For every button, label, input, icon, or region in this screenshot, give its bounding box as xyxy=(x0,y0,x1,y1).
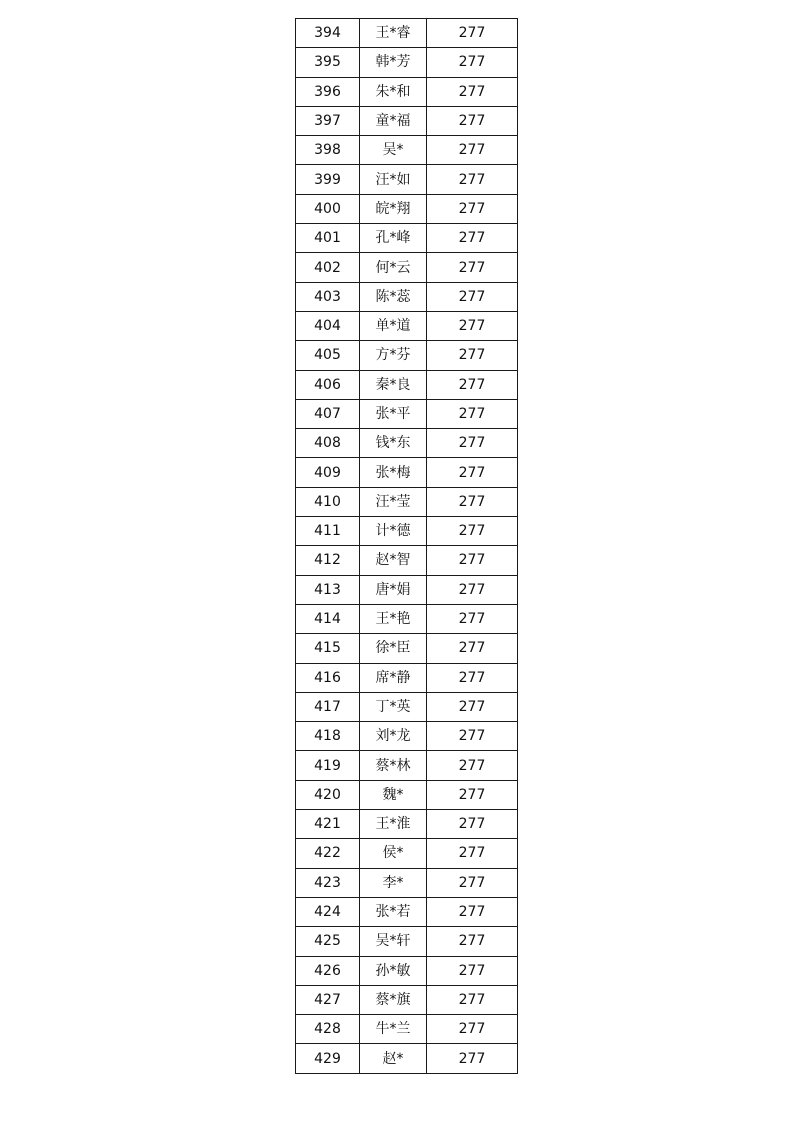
score-cell: 277 xyxy=(427,663,518,692)
score-cell: 277 xyxy=(427,546,518,575)
table-row xyxy=(296,487,518,516)
table-row xyxy=(296,517,518,546)
table-row xyxy=(296,546,518,575)
table-row xyxy=(296,282,518,311)
score-cell: 277 xyxy=(427,77,518,106)
row-number-cell: 410 xyxy=(296,487,360,516)
name-cell: 计*德 xyxy=(360,517,427,546)
score-table xyxy=(295,18,518,1074)
name-cell: 童*福 xyxy=(360,106,427,135)
row-number-cell: 418 xyxy=(296,722,360,751)
score-cell: 277 xyxy=(427,370,518,399)
table-row xyxy=(296,341,518,370)
score-cell: 277 xyxy=(427,224,518,253)
name-cell: 蔡*旗 xyxy=(360,985,427,1014)
table-row xyxy=(296,1044,518,1073)
score-table-body xyxy=(296,19,518,1074)
table-row xyxy=(296,692,518,721)
table-row xyxy=(296,253,518,282)
name-cell: 吴* xyxy=(360,136,427,165)
row-number-cell: 412 xyxy=(296,546,360,575)
row-number-cell: 426 xyxy=(296,956,360,985)
row-number-cell: 403 xyxy=(296,282,360,311)
table-row xyxy=(296,663,518,692)
name-cell: 朱*和 xyxy=(360,77,427,106)
score-cell: 277 xyxy=(427,399,518,428)
row-number-cell: 423 xyxy=(296,868,360,897)
name-cell: 方*芬 xyxy=(360,341,427,370)
row-number-cell: 427 xyxy=(296,985,360,1014)
score-cell: 277 xyxy=(427,1015,518,1044)
name-cell: 单*道 xyxy=(360,311,427,340)
score-cell: 277 xyxy=(427,253,518,282)
row-number-cell: 407 xyxy=(296,399,360,428)
score-cell: 277 xyxy=(427,487,518,516)
row-number-cell: 400 xyxy=(296,194,360,223)
table-row xyxy=(296,1015,518,1044)
name-cell: 陈*蕊 xyxy=(360,282,427,311)
score-cell: 277 xyxy=(427,634,518,663)
row-number-cell: 417 xyxy=(296,692,360,721)
name-cell: 侯* xyxy=(360,839,427,868)
table-row xyxy=(296,311,518,340)
score-cell: 277 xyxy=(427,165,518,194)
row-number-cell: 397 xyxy=(296,106,360,135)
score-cell: 277 xyxy=(427,604,518,633)
table-row xyxy=(296,575,518,604)
table-row xyxy=(296,956,518,985)
table-row xyxy=(296,224,518,253)
row-number-cell: 428 xyxy=(296,1015,360,1044)
table-row xyxy=(296,839,518,868)
row-number-cell: 399 xyxy=(296,165,360,194)
score-cell: 277 xyxy=(427,839,518,868)
score-cell: 277 xyxy=(427,106,518,135)
name-cell: 张*梅 xyxy=(360,458,427,487)
table-row xyxy=(296,751,518,780)
table-row xyxy=(296,19,518,48)
name-cell: 蔡*林 xyxy=(360,751,427,780)
row-number-cell: 408 xyxy=(296,429,360,458)
name-cell: 赵*智 xyxy=(360,546,427,575)
table-row xyxy=(296,399,518,428)
row-number-cell: 413 xyxy=(296,575,360,604)
row-number-cell: 414 xyxy=(296,604,360,633)
score-cell: 277 xyxy=(427,48,518,77)
row-number-cell: 419 xyxy=(296,751,360,780)
score-cell: 277 xyxy=(427,311,518,340)
score-cell: 277 xyxy=(427,780,518,809)
name-cell: 皖*翔 xyxy=(360,194,427,223)
name-cell: 刘*龙 xyxy=(360,722,427,751)
name-cell: 张*平 xyxy=(360,399,427,428)
row-number-cell: 396 xyxy=(296,77,360,106)
score-cell: 277 xyxy=(427,136,518,165)
name-cell: 魏* xyxy=(360,780,427,809)
row-number-cell: 425 xyxy=(296,927,360,956)
name-cell: 牛*兰 xyxy=(360,1015,427,1044)
score-cell: 277 xyxy=(427,722,518,751)
row-number-cell: 422 xyxy=(296,839,360,868)
score-cell: 277 xyxy=(427,458,518,487)
score-cell: 277 xyxy=(427,517,518,546)
name-cell: 孔*峰 xyxy=(360,224,427,253)
name-cell: 汪*莹 xyxy=(360,487,427,516)
score-cell: 277 xyxy=(427,985,518,1014)
table-row xyxy=(296,77,518,106)
table-row xyxy=(296,927,518,956)
table-row xyxy=(296,136,518,165)
score-cell: 277 xyxy=(427,927,518,956)
table-row xyxy=(296,985,518,1014)
name-cell: 孙*敏 xyxy=(360,956,427,985)
name-cell: 王*艳 xyxy=(360,604,427,633)
score-cell: 277 xyxy=(427,194,518,223)
name-cell: 李* xyxy=(360,868,427,897)
row-number-cell: 421 xyxy=(296,810,360,839)
row-number-cell: 429 xyxy=(296,1044,360,1073)
name-cell: 王*淮 xyxy=(360,810,427,839)
table-row xyxy=(296,370,518,399)
name-cell: 吴*轩 xyxy=(360,927,427,956)
table-row xyxy=(296,722,518,751)
name-cell: 钱*东 xyxy=(360,429,427,458)
row-number-cell: 420 xyxy=(296,780,360,809)
row-number-cell: 416 xyxy=(296,663,360,692)
row-number-cell: 411 xyxy=(296,517,360,546)
table-row xyxy=(296,604,518,633)
score-cell: 277 xyxy=(427,341,518,370)
row-number-cell: 401 xyxy=(296,224,360,253)
score-cell: 277 xyxy=(427,19,518,48)
table-row xyxy=(296,868,518,897)
name-cell: 韩*芳 xyxy=(360,48,427,77)
table-row xyxy=(296,48,518,77)
score-cell: 277 xyxy=(427,810,518,839)
name-cell: 秦*良 xyxy=(360,370,427,399)
score-cell: 277 xyxy=(427,956,518,985)
score-cell: 277 xyxy=(427,868,518,897)
score-cell: 277 xyxy=(427,575,518,604)
name-cell: 唐*娟 xyxy=(360,575,427,604)
score-cell: 277 xyxy=(427,429,518,458)
table-row xyxy=(296,165,518,194)
row-number-cell: 406 xyxy=(296,370,360,399)
table-row xyxy=(296,194,518,223)
row-number-cell: 398 xyxy=(296,136,360,165)
score-cell: 277 xyxy=(427,751,518,780)
row-number-cell: 415 xyxy=(296,634,360,663)
name-cell: 徐*臣 xyxy=(360,634,427,663)
name-cell: 席*静 xyxy=(360,663,427,692)
row-number-cell: 394 xyxy=(296,19,360,48)
table-row xyxy=(296,106,518,135)
table-row xyxy=(296,897,518,926)
name-cell: 何*云 xyxy=(360,253,427,282)
name-cell: 汪*如 xyxy=(360,165,427,194)
row-number-cell: 395 xyxy=(296,48,360,77)
name-cell: 王*睿 xyxy=(360,19,427,48)
row-number-cell: 409 xyxy=(296,458,360,487)
row-number-cell: 424 xyxy=(296,897,360,926)
row-number-cell: 405 xyxy=(296,341,360,370)
score-cell: 277 xyxy=(427,692,518,721)
score-cell: 277 xyxy=(427,1044,518,1073)
name-cell: 丁*英 xyxy=(360,692,427,721)
table-row xyxy=(296,634,518,663)
score-cell: 277 xyxy=(427,282,518,311)
table-row xyxy=(296,458,518,487)
table-row xyxy=(296,810,518,839)
row-number-cell: 402 xyxy=(296,253,360,282)
score-cell: 277 xyxy=(427,897,518,926)
name-cell: 张*若 xyxy=(360,897,427,926)
table-row xyxy=(296,429,518,458)
name-cell: 赵* xyxy=(360,1044,427,1073)
table-row xyxy=(296,780,518,809)
row-number-cell: 404 xyxy=(296,311,360,340)
